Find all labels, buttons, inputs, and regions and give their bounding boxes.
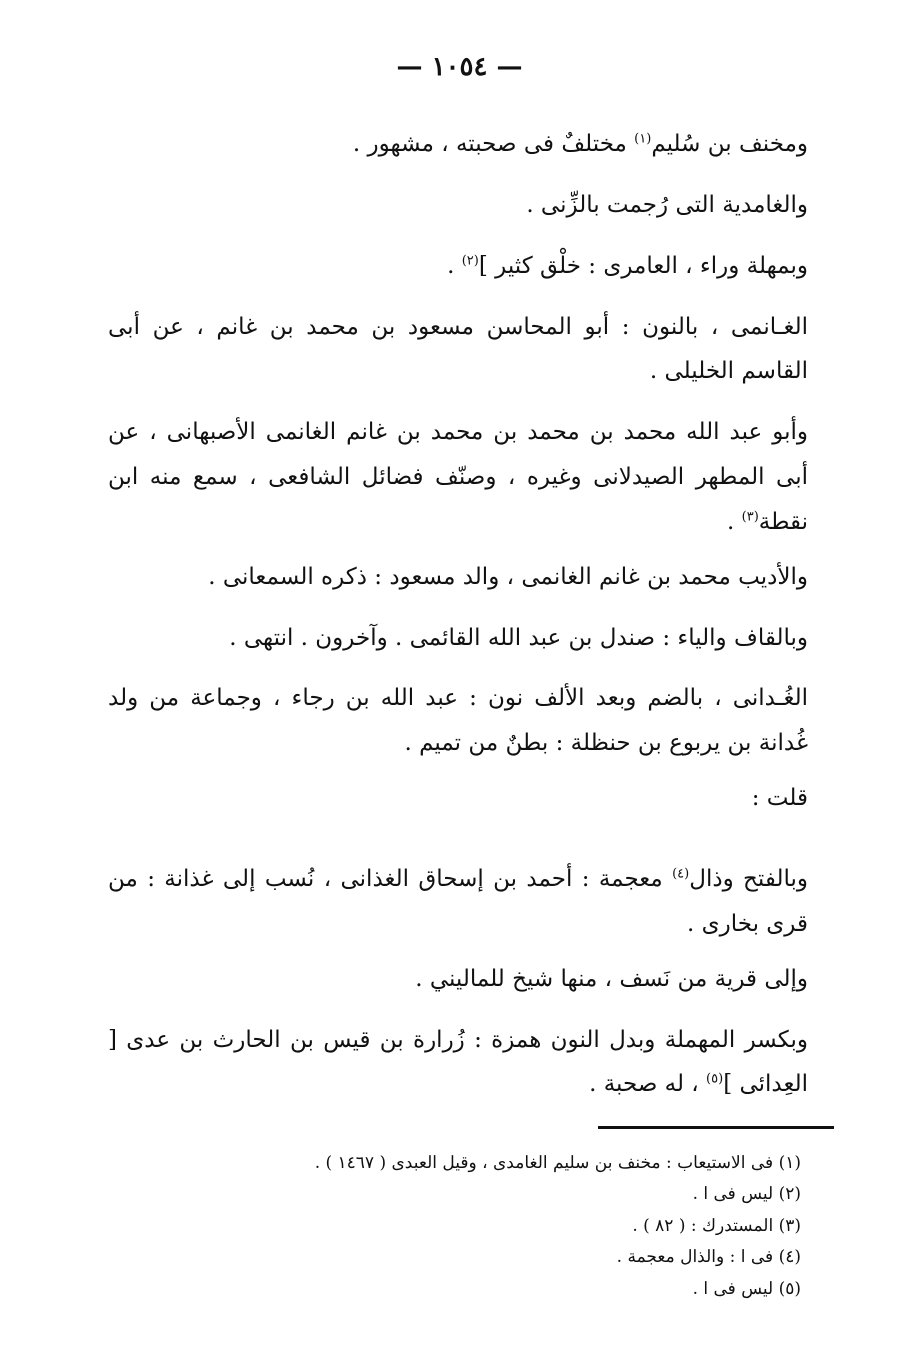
paragraph: وبكسر المهملة وبدل النون همزة : زُرارة بن قيس بن الحارث بن عدى [ العِدائى ]$^{(٥)}$ ، له صحبة . — [108, 1026, 808, 1098]
footnotes — [281, 1148, 801, 1305]
paragraph: وبالفتح وذال$^{(٤)}$ معجمة : أحمد بن إسحاق الغذانى ، نُسب إلى غذانة : من قرى بخارى . — [108, 865, 808, 937]
paragraph: الغـانمى ، بالنون : أبو المحاسن مسعود بن محمد بن غانم ، عن أبى القاسم الخليلى . — [108, 313, 808, 385]
paragraph: وبمهلة وراء ، العامرى : خلْق كثير ]$^{(٢)}$ . — [447, 252, 808, 279]
paragraph: وبالقاف والياء : صندل بن عبد الله القائمى . وآخرون . انتهى . — [229, 624, 808, 651]
paragraph: وإلى قرية من نَسف ، منها شيخ للماليني . — [415, 965, 808, 992]
footnote-divider — [598, 1126, 834, 1129]
footnote: (٤) فى ا : والذال معجمة . — [616, 1247, 801, 1268]
paragraph: والغامدية التى رُجمت بالزِّنى . — [526, 191, 808, 218]
paragraph: وأبو عبد الله محمد بن محمد بن محمد بن غانم الغانمى الأصبهانى ، عن أبى المطهر الصيدلانى وغيره ، وصنّف فضائل الشافعى ، سمع منه ابن نقطة$^{(٣)}$ . — [108, 419, 808, 535]
main-text — [108, 122, 808, 1123]
footnote-marker: (١) — [634, 131, 652, 147]
paragraph: قلت : — [751, 785, 808, 812]
footnote: (١) فى الاستيعاب : مخنف بن سليم الغامدى ، وقيل العبدى ( ١٤٦٧ ) . — [314, 1153, 801, 1173]
footnote-marker: (٤) — [672, 866, 690, 882]
paragraph: ومخنف بن سُليم$^{(١)}$ مختلفٌ فى صحبته ، مشهور . — [352, 131, 808, 157]
paragraph: الغُـدانى ، بالضم وبعد الألف نون : عبد الله بن رجاء ، وجماعة من ولد غُدانة بن يربوع بن حنظلة : بطنٌ من تميم . — [108, 685, 808, 757]
footnote: (٣) المستدرك : ( ٨٢ ) . — [632, 1215, 801, 1236]
footnote: (٢) ليس فى ا . — [692, 1184, 801, 1205]
footnote-marker: (٣) — [741, 509, 759, 525]
footnote: (٥) ليس فى ا . — [692, 1278, 801, 1299]
page-number: — ١٠٥٤ — — [396, 52, 523, 82]
footnote-marker: (٢) — [461, 253, 479, 269]
footnote-marker: (٥) — [706, 1071, 724, 1087]
paragraph: والأديب محمد بن غانم الغانمى ، والد مسعود : ذكره السمعانى . — [208, 563, 808, 590]
